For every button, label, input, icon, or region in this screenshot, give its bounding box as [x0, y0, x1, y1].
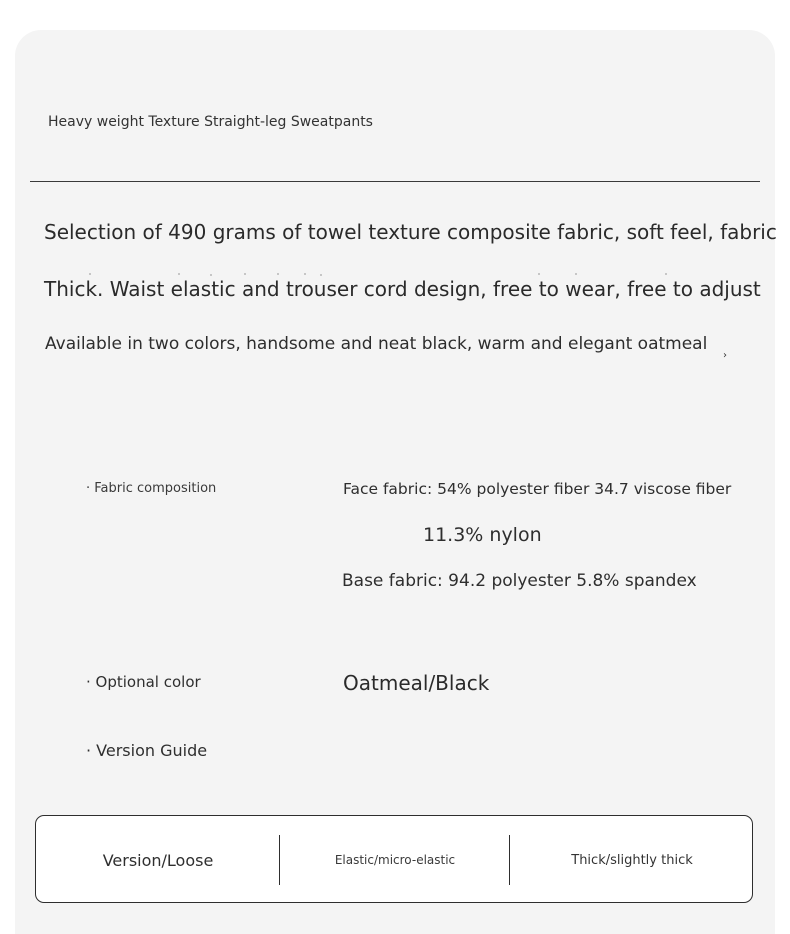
speck — [665, 273, 667, 275]
speck — [277, 273, 279, 275]
fabric-composition-label: · Fabric composition — [86, 481, 217, 496]
title-divider — [30, 181, 760, 182]
description-line-1: Selection of 490 grams of towel texture composite fabric, soft feel, fabric — [44, 220, 777, 244]
speck — [210, 274, 212, 276]
elasticity-cell: Elastic/micro-elastic — [334, 853, 456, 867]
product-title: Heavy weight Texture Straight-leg Sweatpants — [48, 114, 373, 130]
optional-color-label: · Optional color — [86, 673, 201, 691]
description-line-2: Thick. Waist elastic and trouser cord design, free to wear, free to adjust — [44, 277, 761, 301]
speck — [178, 273, 180, 275]
speck — [575, 273, 577, 275]
trailing-mark: › — [723, 350, 727, 361]
base-fabric-value: Base fabric: 94.2 polyester 5.8% spandex — [342, 571, 697, 591]
optional-color-value: Oatmeal/Black — [343, 671, 490, 695]
version-guide-table — [35, 815, 753, 903]
version-guide-label: · Version Guide — [86, 741, 208, 760]
face-fabric-value: Face fabric: 54% polyester fiber 34.7 viscose fiber — [343, 480, 732, 498]
fit-cell: Version/Loose — [102, 850, 214, 870]
thickness-cell: Thick/slightly thick — [571, 852, 693, 868]
description-line-3: Available in two colors, handsome and neat black, warm and elegant oatmeal — [45, 334, 708, 354]
nylon-value: 11.3% nylon — [423, 524, 542, 546]
speck — [304, 273, 306, 275]
speck — [538, 273, 540, 275]
speck — [320, 274, 322, 276]
speck — [244, 273, 246, 275]
speck — [89, 273, 91, 275]
